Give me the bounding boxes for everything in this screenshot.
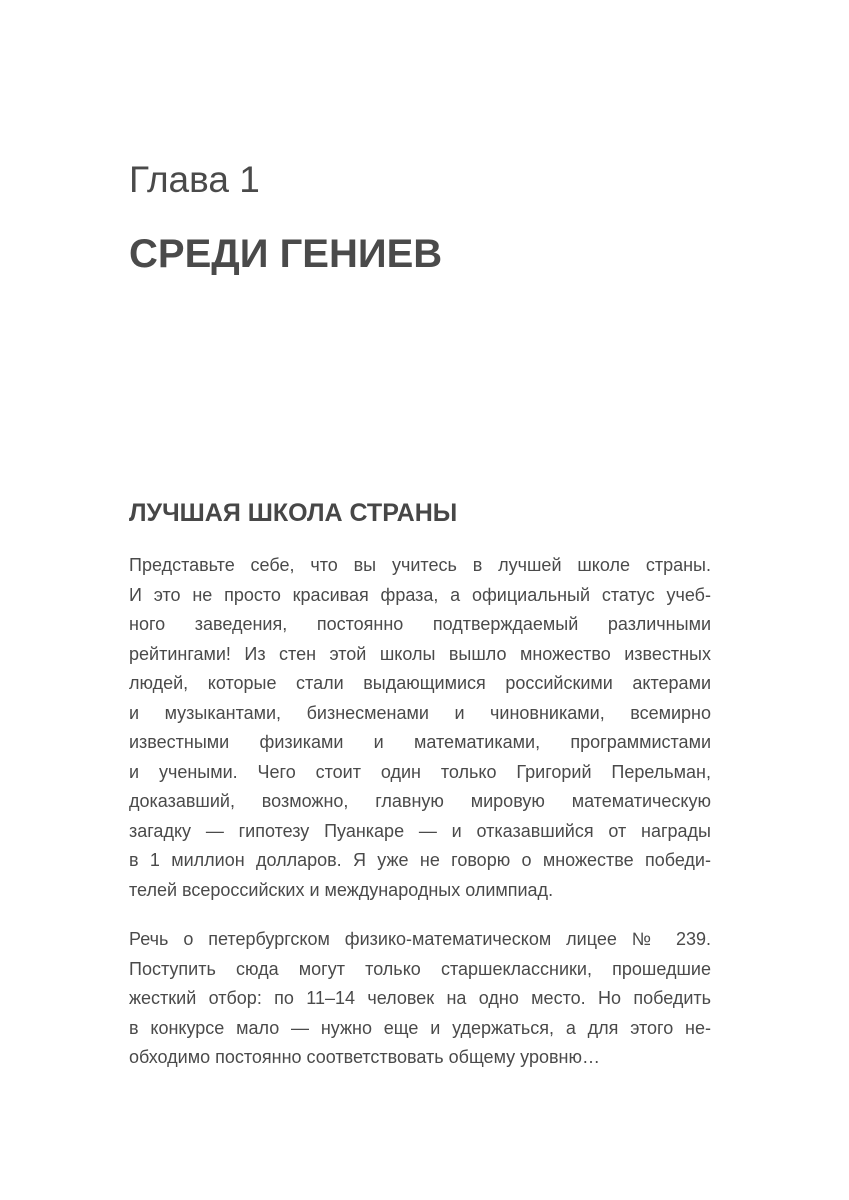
paragraph-2: [129, 925, 711, 1073]
text-line: жесткий отбор: по 11–14 человек на одно место. Но победить: [129, 988, 711, 1008]
section-heading: ЛУЧШАЯ ШКОЛА СТРАНЫ: [129, 499, 458, 527]
text-line: Поступить сюда могут только старшеклассники, прошедшие: [129, 958, 711, 979]
text-line: ного заведения, постоянно подтверждаемый различными: [129, 614, 711, 634]
text-line: Речь о петербургском физико-математическом лицее № 239.: [129, 929, 711, 949]
text-line: телей всероссийских и международных олимпиад.: [129, 879, 554, 900]
text-line: Представьте себе, что вы учитесь в лучшей школе страны.: [129, 555, 711, 575]
chapter-number: Глава 1: [129, 159, 260, 200]
text-line: и музыкантами, бизнесменами и чиновниками, всемирно: [129, 702, 711, 723]
text-line: обходимо постоянно соответствовать общему уровню…: [129, 1047, 600, 1067]
text-line: рейтингами! Из стен этой школы вышло множество известных: [129, 643, 711, 664]
text-line: известными физиками и математиками, программистами: [129, 732, 711, 752]
text-line: людей, которые стали выдающимися российскими актерами: [129, 673, 711, 693]
text-line: И это не просто красивая фраза, а официальный статус учеб-: [129, 584, 711, 605]
text-line: в конкурсе мало — нужно еще и удержаться, а для этого не-: [129, 1017, 711, 1038]
text-line: доказавший, возможно, главную мировую математическую: [129, 791, 711, 811]
text-line: в 1 миллион долларов. Я уже не говорю о множестве победи-: [129, 850, 711, 870]
text-line: и учеными. Чего стоит один только Григорий Перельман,: [129, 761, 711, 782]
text-line: загадку — гипотезу Пуанкаре — и отказавшийся от награды: [129, 820, 711, 841]
chapter-title: СРЕДИ ГЕНИЕВ: [129, 232, 443, 276]
paragraph-1: [129, 551, 711, 905]
